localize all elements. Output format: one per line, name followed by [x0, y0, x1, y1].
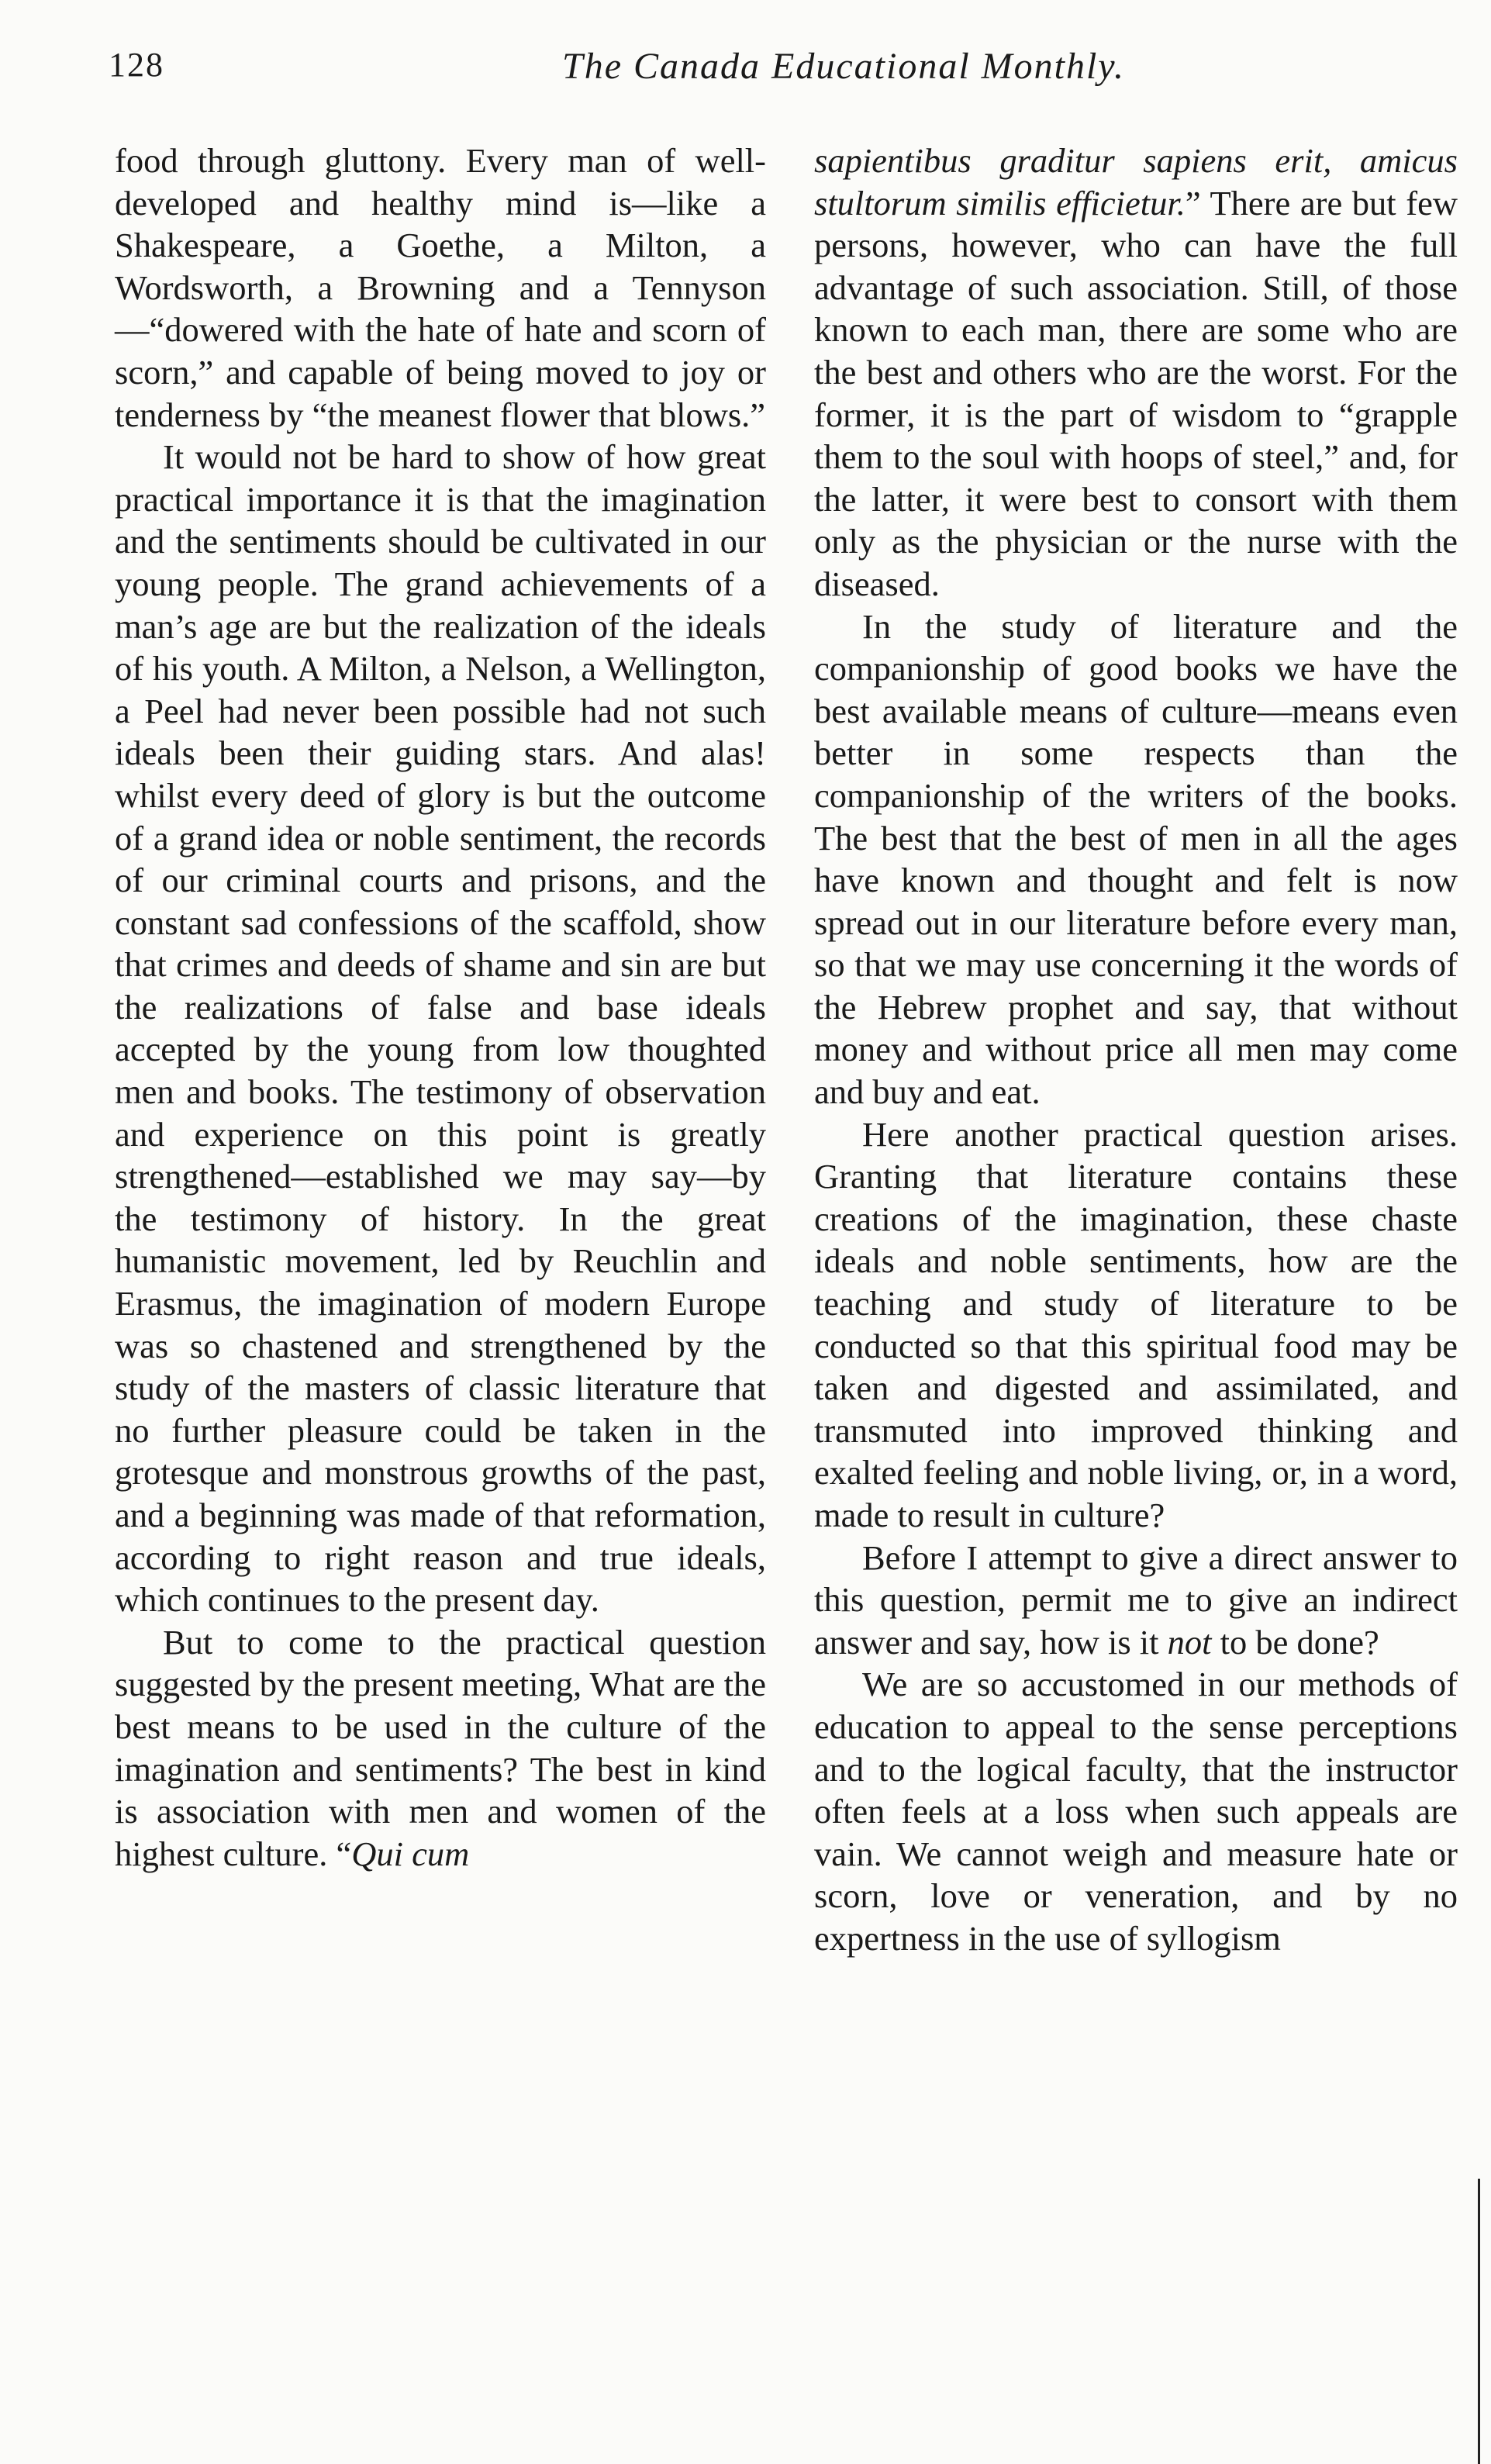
paragraph-text: ” There are but few persons, however, who can have the full advantage of such association. Still, of those known to each man, there are some who are the best and others who are the worst. For the former, it is the part of wisdom to “grapple them to the soul with hoops of steel,” and, for the latter, it were best to consort with them only as the physician or the nurse with the diseased. — [814, 183, 1458, 603]
paragraph: Here another practical question arises. Granting that literature contains these creations of the imagination, these chaste ideals and noble sentiments, how are the teaching and study of literature to be conducted so that this spiritual food may be taken and digested and assimilated, and transmuted into improved thinking and exalted feeling and noble living, or, in a word, made to result in culture? — [814, 1114, 1458, 1534]
paragraph — [115, 1621, 766, 1876]
left-column — [115, 140, 766, 1875]
paragraph — [814, 1537, 1458, 1664]
paragraph: We are so accustomed in our methods of education to appeal to the sense perceptions and to the logical faculty, that the instructor often feels at a loss when such appeals are vain. We cannot weigh and measure hate or scorn, love or veneration, and by no expertness in the use of syllogism — [814, 1665, 1458, 1958]
paragraph: It would not be hard to show of how great practical importance it is that the imagination and the sentiments should be cultivated in our young people. The grand achievements of a man’s age are but the realization of the ideals of his youth. A Milton, a Nelson, a Wellington, a Peel had never been possible had not such ideals been their guiding stars. And alas! whilst every deed of glory is but the outcome of a grand idea or noble sentiment, the records of our criminal courts and prisons, and the constant sad confessions of the scaffold, show that crimes and deeds of shame and sin are but the realizations of false and base ideals accepted by the young from low thoughted men and books. The testimony of observation and experience on this point is greatly strengthened—established we may say—by the testimony of history. In the great humanistic movement, led by Reuchlin and Erasmus, the imagination of modern Europe was so chastened and strengthened by the study of the masters of classic literature that no further pleasure could be taken in the grotesque and monstrous growths of the past, and a beginning was made of that reformation, according to right reason and true ideals, which continues to the present day. — [115, 437, 766, 1620]
latin-quote: Qui cum — [351, 1834, 470, 1873]
page-number: 128 — [109, 46, 164, 84]
margin-rule — [1478, 2179, 1480, 2464]
latin-quote: sapientibus graditur sapiens erit, amicus stultorum similis efficietur. — [814, 141, 1458, 223]
page-header — [109, 45, 1442, 107]
paragraph — [814, 140, 1458, 606]
running-title: The Canada Educational Monthly. — [562, 46, 1125, 87]
paragraph-text: to be done? — [1211, 1622, 1379, 1662]
paragraph: food through gluttony. Every man of well-developed and healthy mind is—like a Shakespeare, a Goethe, a Milton, a Wordsworth, a Browning and a Tennyson —“dowered with the hate of hate and scorn of scorn,” and capable of being moved to joy or tenderness by “the meanest flower that blows.” — [115, 141, 766, 434]
paragraph-text: But to come to the practical question suggested by the present meeting, What are the best means to be used in the culture of the imagination and sentiments? The best in kind is association with men and women of the highest culture. “ — [115, 1622, 766, 1873]
emphasis: not — [1167, 1622, 1212, 1662]
paragraph: In the study of literature and the companionship of good books we have the best available means of culture—means even better in some respects than the companionship of the writers of the books. The best that the best of men in all the ages have known and thought and felt is now spread out in our literature before every man, so that we may use concerning it the words of the Hebrew prophet and say, that without money and without price all men may come and buy and eat. — [814, 606, 1458, 1112]
paragraph-text: Before I attempt to give a direct answer to this question, permit me to give an indirect answer and say, how is it — [814, 1537, 1458, 1662]
right-column — [814, 140, 1458, 1960]
